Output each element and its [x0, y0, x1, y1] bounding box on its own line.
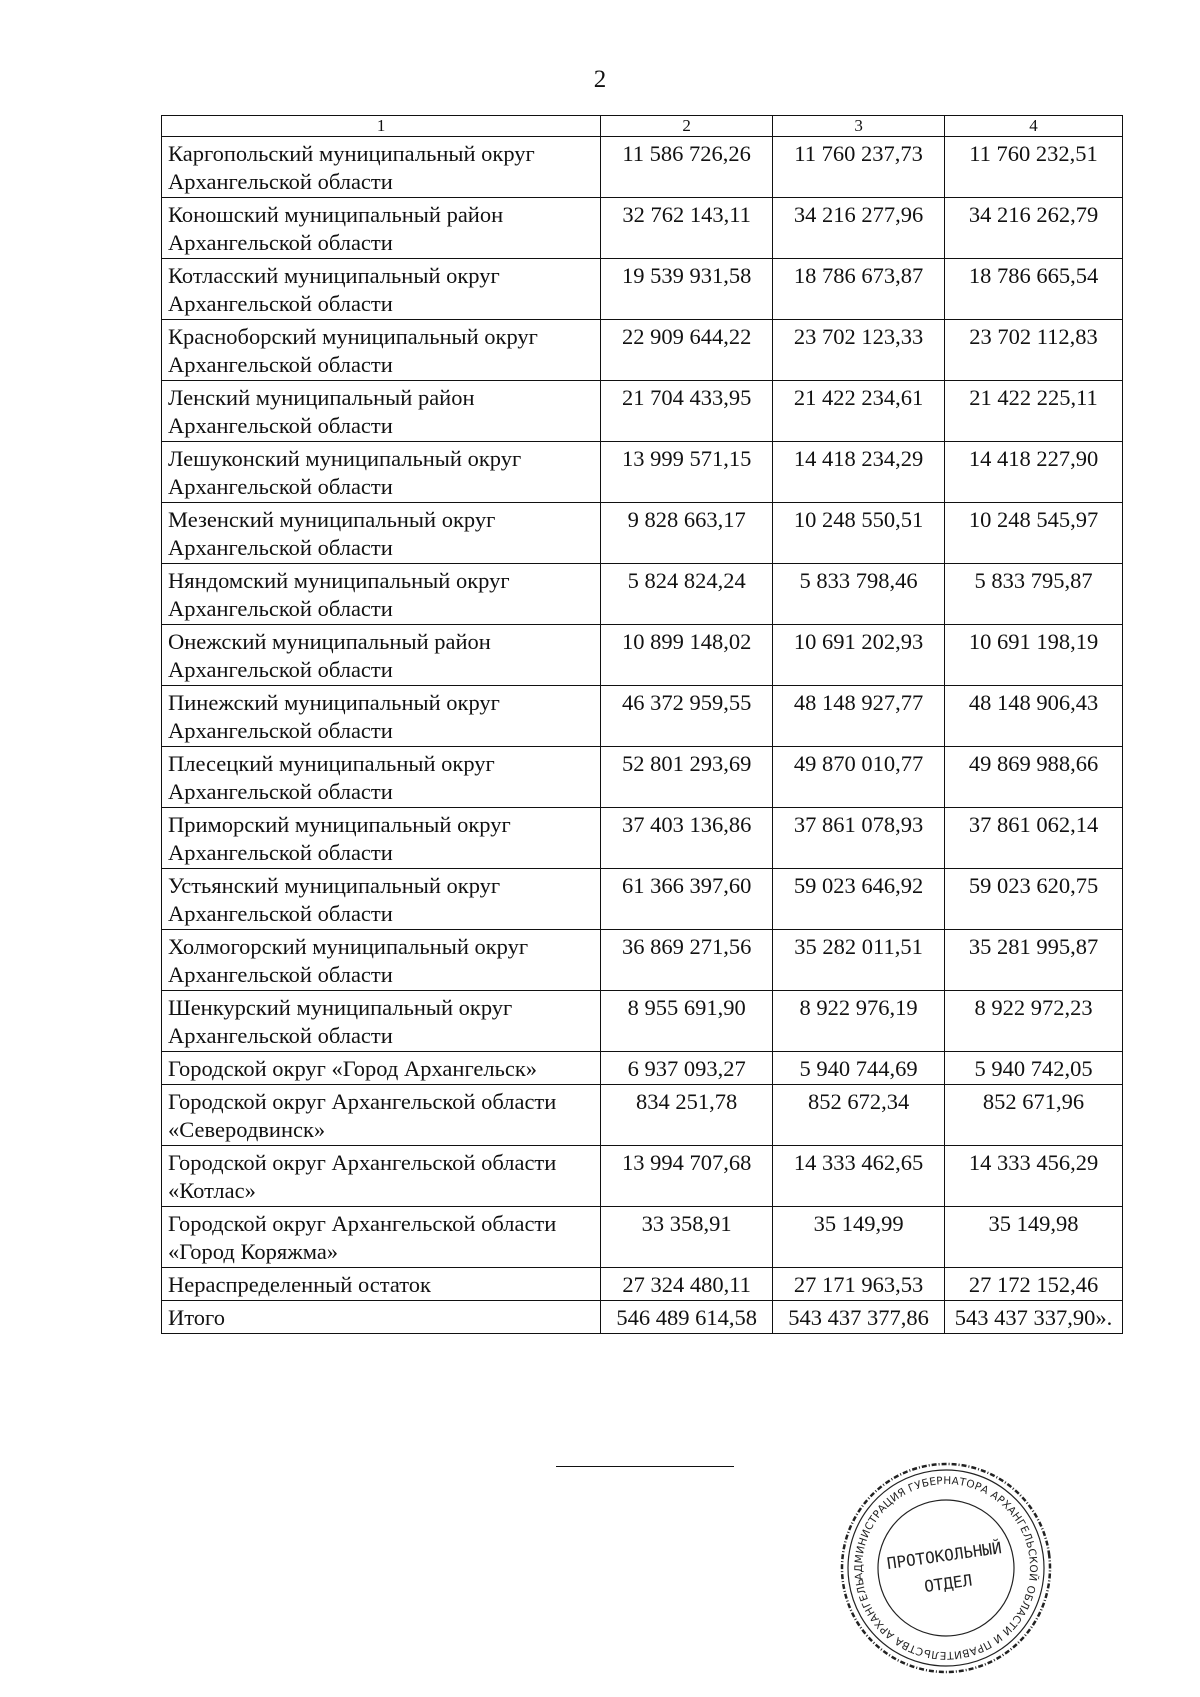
table-row: [162, 747, 1123, 808]
value-cell-col-4: 5 833 795,87: [945, 564, 1123, 625]
value-cell-col-3: 49 870 010,77: [773, 747, 945, 808]
column-header-1: 1: [162, 116, 601, 137]
municipality-name-cell: [162, 320, 601, 381]
table-row: [162, 1207, 1123, 1268]
value-cell-col-4: 852 671,96: [945, 1085, 1123, 1146]
value-cell-col-4: 5 940 742,05: [945, 1052, 1123, 1085]
table-row: [162, 808, 1123, 869]
value-cell-col-3: 48 148 927,77: [773, 686, 945, 747]
value-cell-col-3: 34 216 277,96: [773, 198, 945, 259]
municipality-name-line: Архангельской области: [168, 413, 393, 438]
value-cell-col-4: 34 216 262,79: [945, 198, 1123, 259]
table-row: [162, 381, 1123, 442]
municipality-name-line: Итого: [168, 1305, 225, 1330]
table-row: [162, 1146, 1123, 1207]
column-header-3: 3: [773, 116, 945, 137]
table-row: [162, 686, 1123, 747]
municipality-name-line: Архангельской области: [168, 901, 393, 926]
value-cell-col-2: 546 489 614,58: [601, 1301, 773, 1334]
municipality-name-line: Красноборский муниципальный округ: [168, 324, 538, 349]
municipality-name-line: Городской округ «Город Архангельск»: [168, 1056, 538, 1081]
value-cell-col-2: 36 869 271,56: [601, 930, 773, 991]
municipality-name-cell: [162, 1146, 601, 1207]
value-cell-col-3: 852 672,34: [773, 1085, 945, 1146]
value-cell-col-3: 8 922 976,19: [773, 991, 945, 1052]
value-cell-col-2: 9 828 663,17: [601, 503, 773, 564]
municipality-name-line: Архангельской области: [168, 291, 393, 316]
value-cell-col-3: 14 418 234,29: [773, 442, 945, 503]
value-cell-col-2: 32 762 143,11: [601, 198, 773, 259]
municipality-name-cell: [162, 503, 601, 564]
signature-line: [556, 1466, 734, 1467]
municipality-name-line: Архангельской области: [168, 1023, 393, 1048]
budget-distribution-table: [161, 115, 1123, 1334]
municipality-name-cell: [162, 625, 601, 686]
value-cell-col-3: 23 702 123,33: [773, 320, 945, 381]
table-row: [162, 1052, 1123, 1085]
value-cell-col-2: 33 358,91: [601, 1207, 773, 1268]
value-cell-col-3: 27 171 963,53: [773, 1268, 945, 1301]
value-cell-col-4: 543 437 337,90».: [945, 1301, 1123, 1334]
value-cell-col-4: 23 702 112,83: [945, 320, 1123, 381]
municipality-name-line: Лешуконский муниципальный округ: [168, 446, 522, 471]
table-row: [162, 1301, 1123, 1334]
value-cell-col-4: 37 861 062,14: [945, 808, 1123, 869]
municipality-name-line: Архангельской области: [168, 474, 393, 499]
municipality-name-cell: [162, 747, 601, 808]
value-cell-col-4: 10 691 198,19: [945, 625, 1123, 686]
value-cell-col-4: 21 422 225,11: [945, 381, 1123, 442]
municipality-name-line: Архангельской области: [168, 352, 393, 377]
municipality-name-line: Архангельской области: [168, 840, 393, 865]
municipality-name-line: Архангельской области: [168, 230, 393, 255]
value-cell-col-4: 14 418 227,90: [945, 442, 1123, 503]
value-cell-col-2: 37 403 136,86: [601, 808, 773, 869]
municipality-name-line: Пинежский муниципальный округ: [168, 690, 500, 715]
table-row: [162, 259, 1123, 320]
page-number: 2: [593, 66, 607, 93]
municipality-name-line: Устьянский муниципальный округ: [168, 873, 501, 898]
municipality-name-line: Каргопольский муниципальный округ: [168, 141, 535, 166]
municipality-name-cell: [162, 930, 601, 991]
municipality-name-line: Ленский муниципальный район: [168, 385, 475, 410]
municipality-name-line: Приморский муниципальный округ: [168, 812, 511, 837]
value-cell-col-3: 10 248 550,51: [773, 503, 945, 564]
municipality-name-line: Городской округ Архангельской области: [168, 1089, 557, 1114]
value-cell-col-4: 59 023 620,75: [945, 869, 1123, 930]
value-cell-col-2: 22 909 644,22: [601, 320, 773, 381]
stamp-center-line-1: ПРОТОКОЛЬНЫЙ: [885, 1538, 1003, 1574]
municipality-name-cell: [162, 1052, 601, 1085]
stamp-center-line-2: ОТДЕЛ: [922, 1570, 974, 1597]
value-cell-col-3: 11 760 237,73: [773, 137, 945, 198]
municipality-name-line: Городской округ Архангельской области: [168, 1150, 557, 1175]
column-header-2: 2: [601, 116, 773, 137]
value-cell-col-2: 5 824 824,24: [601, 564, 773, 625]
municipality-name-line: Архангельской области: [168, 657, 393, 682]
value-cell-col-2: 13 994 707,68: [601, 1146, 773, 1207]
municipality-name-cell: [162, 442, 601, 503]
municipality-name-line: Мезенский муниципальный округ: [168, 507, 496, 532]
municipality-name-line: Нераспределенный остаток: [168, 1272, 431, 1297]
value-cell-col-2: 11 586 726,26: [601, 137, 773, 198]
table-row: [162, 991, 1123, 1052]
value-cell-col-2: 46 372 959,55: [601, 686, 773, 747]
table-row: [162, 625, 1123, 686]
value-cell-col-2: 6 937 093,27: [601, 1052, 773, 1085]
value-cell-col-4: 8 922 972,23: [945, 991, 1123, 1052]
municipality-name-cell: [162, 686, 601, 747]
municipality-name-line: Коношский муниципальный район: [168, 202, 504, 227]
municipality-name-line: «Котлас»: [168, 1178, 256, 1203]
value-cell-col-4: 11 760 232,51: [945, 137, 1123, 198]
value-cell-col-2: 8 955 691,90: [601, 991, 773, 1052]
municipality-name-line: Архангельской области: [168, 718, 393, 743]
stamp-ring-text: АДМИНИСТРАЦИЯ ГУБЕРНАТОРА АРХАНГЕЛЬСКОЙ ОБЛАСТИ И ПРАВИТЕЛЬСТВА АРХАНГЕЛЬСКОЙ: [852, 1474, 1040, 1662]
value-cell-col-2: 61 366 397,60: [601, 869, 773, 930]
table-row: [162, 869, 1123, 930]
value-cell-col-2: 52 801 293,69: [601, 747, 773, 808]
value-cell-col-3: 21 422 234,61: [773, 381, 945, 442]
table-row: [162, 930, 1123, 991]
municipality-name-line: Котласский муниципальный округ: [168, 263, 500, 288]
table-header-row: [162, 116, 1123, 137]
table-row: [162, 198, 1123, 259]
table-row: [162, 503, 1123, 564]
value-cell-col-3: 5 833 798,46: [773, 564, 945, 625]
value-cell-col-3: 10 691 202,93: [773, 625, 945, 686]
municipality-name-cell: [162, 564, 601, 625]
value-cell-col-4: 35 281 995,87: [945, 930, 1123, 991]
municipality-name-line: Архангельской области: [168, 596, 393, 621]
value-cell-col-4: 10 248 545,97: [945, 503, 1123, 564]
value-cell-col-4: 18 786 665,54: [945, 259, 1123, 320]
municipality-name-cell: [162, 1085, 601, 1146]
value-cell-col-3: 18 786 673,87: [773, 259, 945, 320]
value-cell-col-3: 35 149,99: [773, 1207, 945, 1268]
municipality-name-cell: [162, 808, 601, 869]
municipality-name-line: «Северодвинск»: [168, 1117, 326, 1142]
municipality-name-cell: [162, 1207, 601, 1268]
municipality-name-cell: [162, 1268, 601, 1301]
value-cell-col-3: 543 437 377,86: [773, 1301, 945, 1334]
protocol-department-stamp: [836, 1449, 1056, 1681]
value-cell-col-3: 5 940 744,69: [773, 1052, 945, 1085]
municipality-name-line: Архангельской области: [168, 962, 393, 987]
value-cell-col-4: 49 869 988,66: [945, 747, 1123, 808]
municipality-name-cell: [162, 991, 601, 1052]
municipality-name-cell: [162, 381, 601, 442]
municipality-name-line: Няндомский муниципальный округ: [168, 568, 510, 593]
municipality-name-line: Архангельской области: [168, 779, 393, 804]
table-row: [162, 1268, 1123, 1301]
table-row: [162, 1085, 1123, 1146]
column-header-4: 4: [945, 116, 1123, 137]
municipality-name-line: «Город Коряжма»: [168, 1239, 339, 1264]
municipality-name-line: Шенкурский муниципальный округ: [168, 995, 513, 1020]
municipality-name-cell: [162, 259, 601, 320]
value-cell-col-2: 10 899 148,02: [601, 625, 773, 686]
municipality-name-line: Архангельской области: [168, 169, 393, 194]
value-cell-col-4: 27 172 152,46: [945, 1268, 1123, 1301]
municipality-name-line: Онежский муниципальный район: [168, 629, 491, 654]
municipality-name-line: Холмогорский муниципальный округ: [168, 934, 529, 959]
value-cell-col-2: 834 251,78: [601, 1085, 773, 1146]
table-body: [162, 137, 1123, 1334]
value-cell-col-2: 19 539 931,58: [601, 259, 773, 320]
value-cell-col-4: 14 333 456,29: [945, 1146, 1123, 1207]
value-cell-col-3: 37 861 078,93: [773, 808, 945, 869]
table-row: [162, 320, 1123, 381]
municipality-name-line: Архангельской области: [168, 535, 393, 560]
value-cell-col-2: 27 324 480,11: [601, 1268, 773, 1301]
table-row: [162, 564, 1123, 625]
municipality-name-cell: [162, 137, 601, 198]
municipality-name-cell: [162, 198, 601, 259]
value-cell-col-2: 13 999 571,15: [601, 442, 773, 503]
value-cell-col-4: 48 148 906,43: [945, 686, 1123, 747]
value-cell-col-3: 35 282 011,51: [773, 930, 945, 991]
municipality-name-cell: [162, 869, 601, 930]
municipality-name-cell: [162, 1301, 601, 1334]
value-cell-col-4: 35 149,98: [945, 1207, 1123, 1268]
table-row: [162, 442, 1123, 503]
value-cell-col-2: 21 704 433,95: [601, 381, 773, 442]
municipality-name-line: Городской округ Архангельской области: [168, 1211, 557, 1236]
value-cell-col-3: 59 023 646,92: [773, 869, 945, 930]
municipality-name-line: Плесецкий муниципальный округ: [168, 751, 495, 776]
table-row: [162, 137, 1123, 198]
value-cell-col-3: 14 333 462,65: [773, 1146, 945, 1207]
